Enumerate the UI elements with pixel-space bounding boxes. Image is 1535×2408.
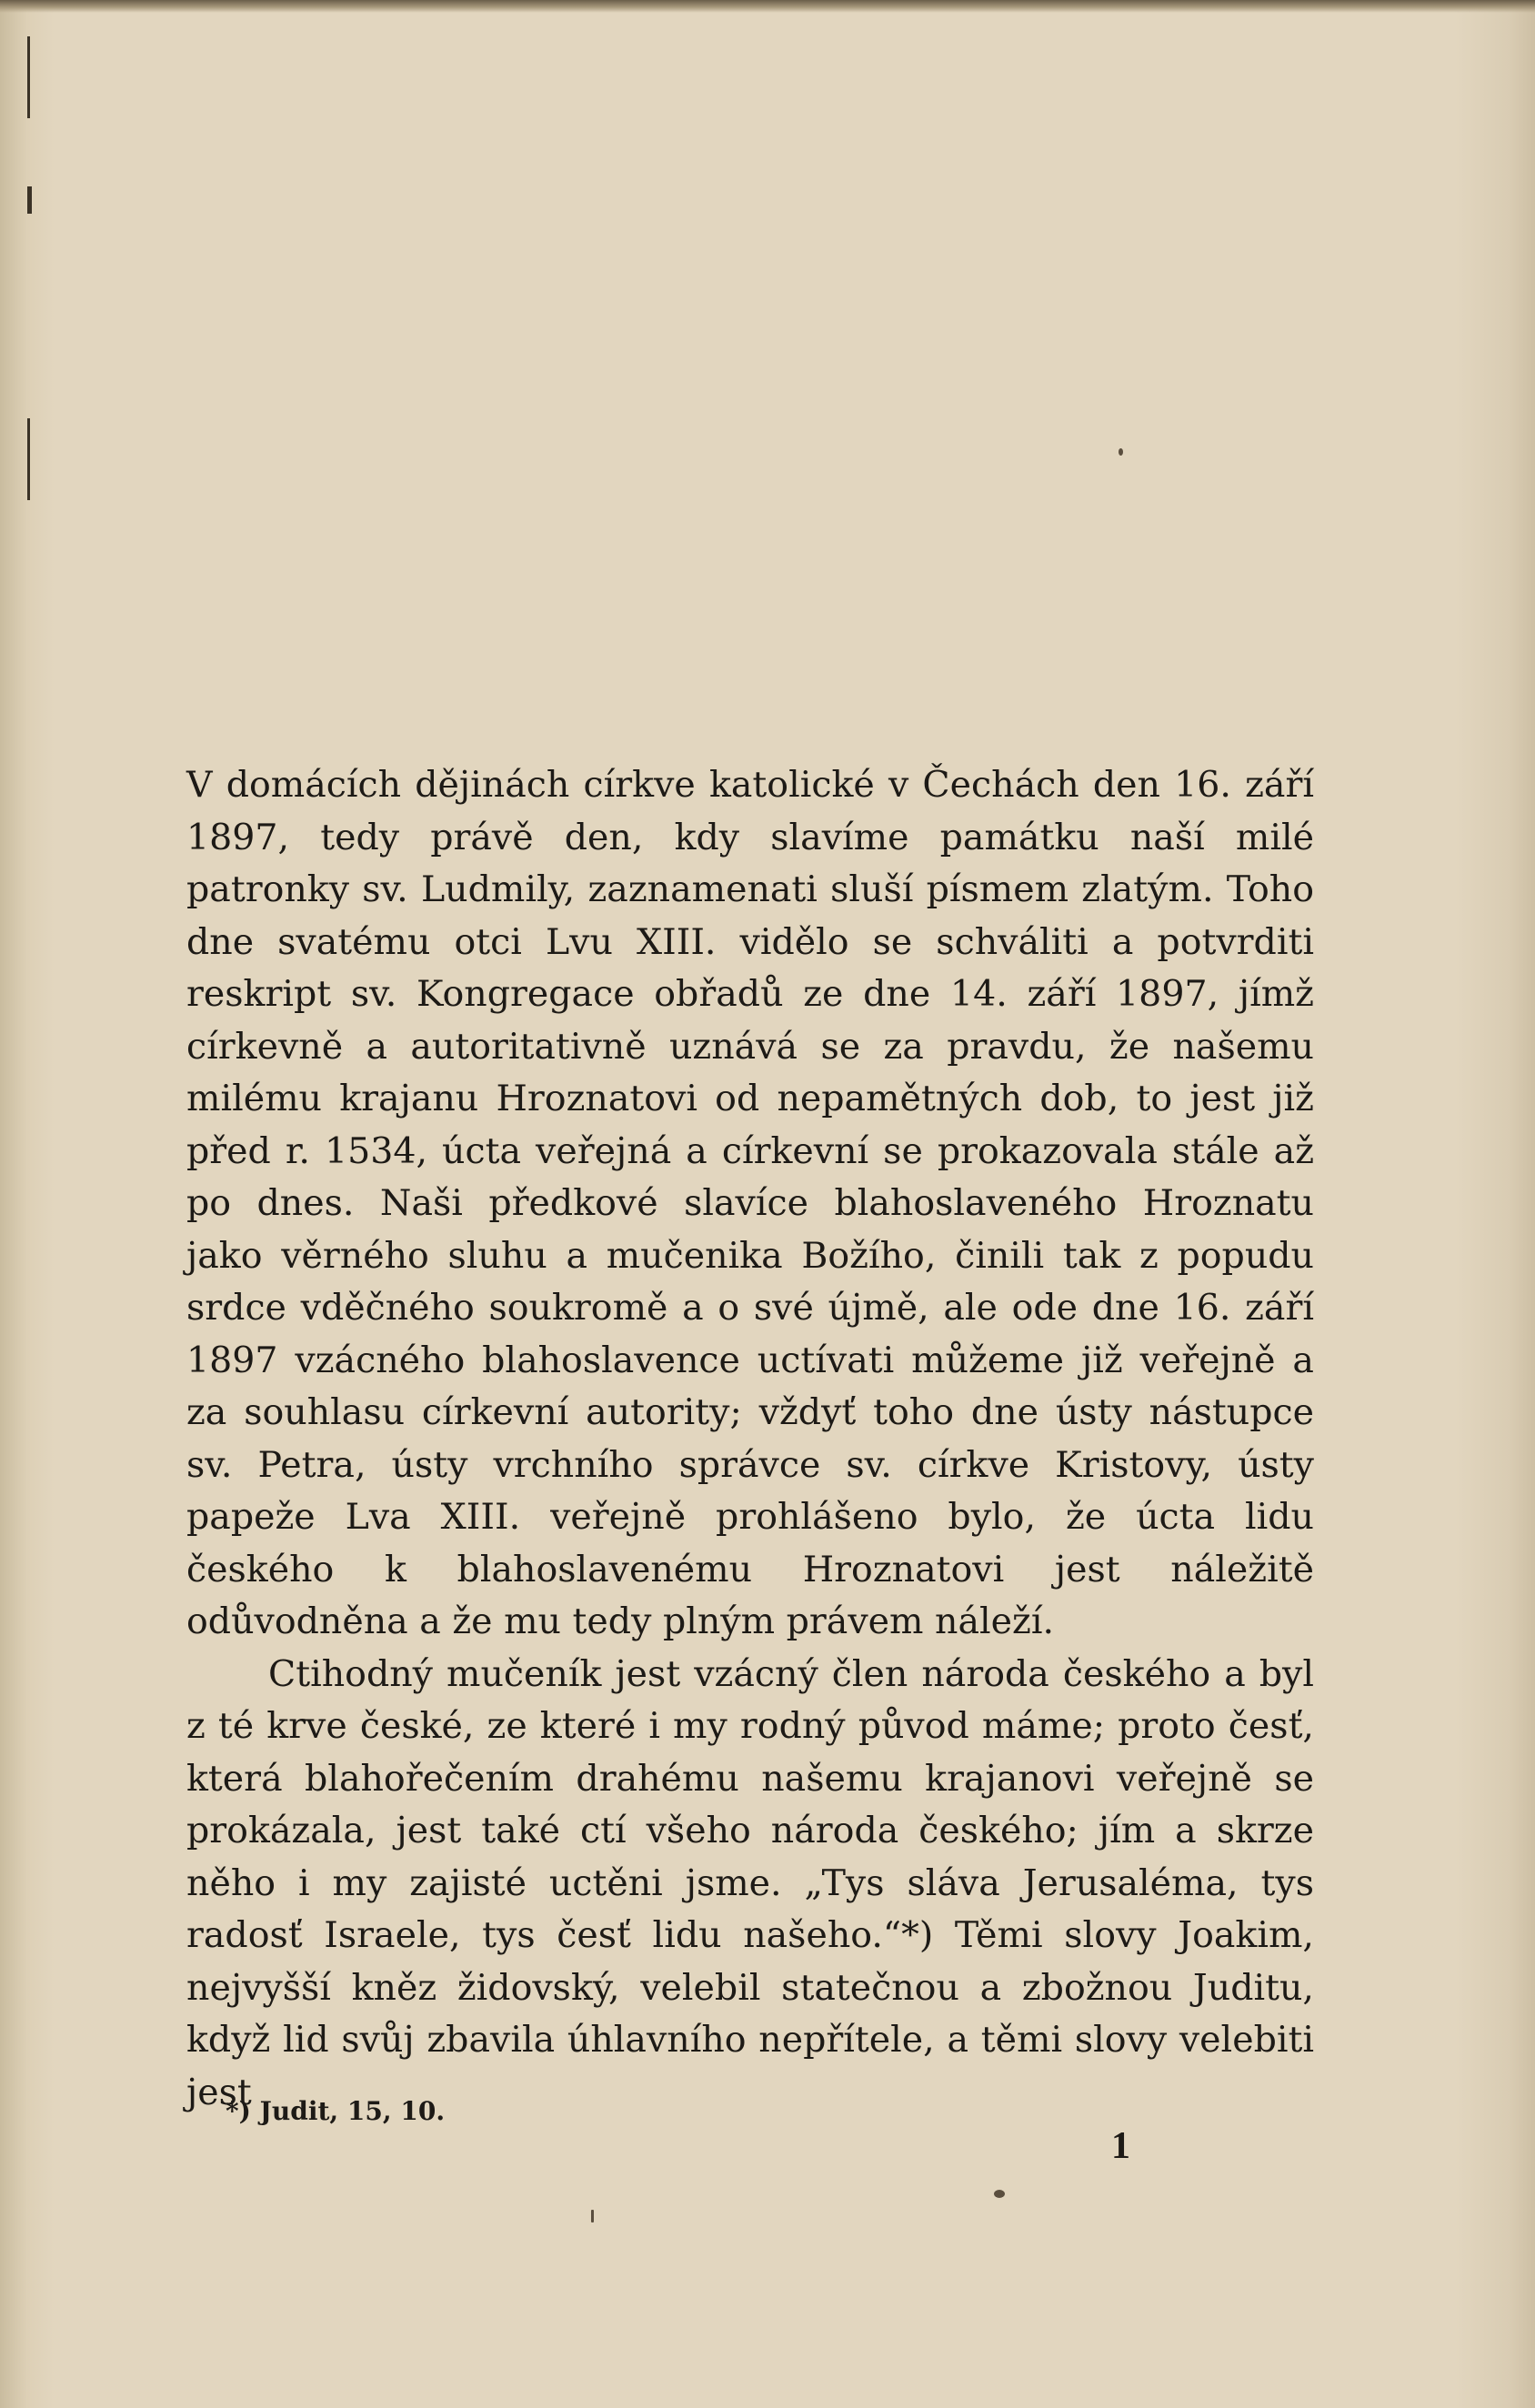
paragraph-2: Ctihodný mučeník jest vzácný člen národa českého a byl z té krve české, ze které i my rodný původ máme; proto česť, která blahořečením drahému našemu krajanovi veřejně se prokázala, jest také ctí všeho národa českého; jím a skrze něho i my zajisté uctěni jsme. „Tys sláva Jerusaléma, tys radosť Israele, tys česť lidu našeho.“*) Těmi slovy Joakim, nejvyšší kněz židovský, velebil statečnou a zbožnou Juditu, když lid svůj zbavila úhlavního nepřítele, a těmi slovy velebiti jest [186, 1652, 1314, 2113]
paragraph-1: V domácích dějinách církve katolické v Čechách den 16. září 1897, tedy právě den, kdy slavíme památku naší milé patronky sv. Ludmily, zaznamenati sluší písmem zlatým. Toho dne svatému otci Lvu XIII. vidělo se schváliti a potvrditi reskript sv. Kongregace obřadů ze dne 14. září 1897, jímž církevně a autoritativně uznává se za pravdu, že našemu milému krajanu Hroznatovi od nepamětných dob, to jest již před r. 1534, úcta veřejná a církevní se prokazovala stále až po dnes. Naši předkové slavíce blahoslaveného Hroznatu jako věrného sluhu a mučenika Božího, činili tak z popudu srdce vděčného soukromě a o své újmě, ale ode dne 16. září 1897 vzácného blahoslavence uctívati můžeme již veřejně a za souhlasu církevní autority; vždyť toho dne ústy nástupce sv. Petra, ústy vrchního správce sv. církve Kristovy, ústy papeže Lva XIII. veřejně prohlášeno bylo, že úcta lidu českého k blahoslavenému Hroznatovi jest náležitě odůvodněna a že mu tedy plným právem náleží. [186, 764, 1314, 1642]
margin-mark [27, 186, 32, 214]
page-top-edge [0, 0, 1535, 13]
body-text [186, 759, 1314, 2119]
paper-speck [994, 2190, 1005, 2198]
page-number: 1 [1111, 2125, 1130, 2167]
paper-speck [591, 2210, 594, 2222]
paper-speck [1119, 448, 1123, 456]
margin-mark [27, 418, 30, 500]
footnote: *) Judit, 15, 10. [226, 2096, 446, 2126]
margin-mark [27, 36, 30, 118]
